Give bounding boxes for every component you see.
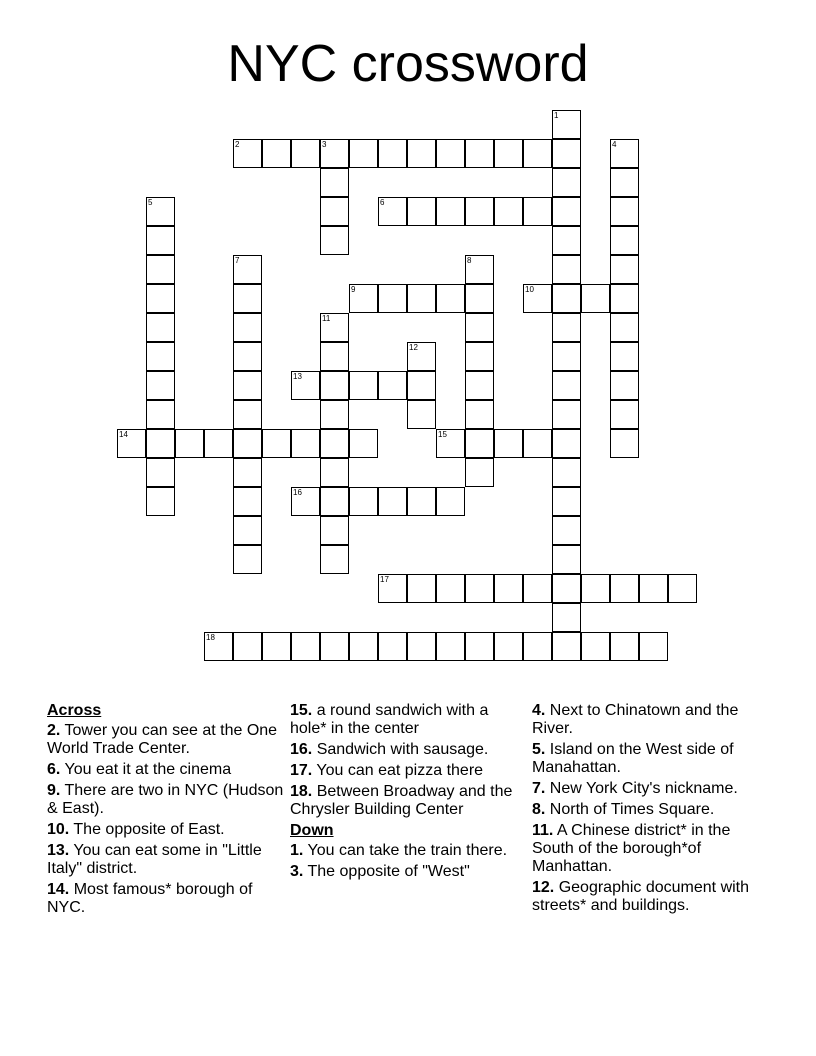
clue-number: 12. (532, 879, 555, 896)
grid-cell[interactable] (233, 632, 262, 661)
down-clue-list (290, 842, 525, 881)
cell-number: 8 (467, 256, 472, 265)
clue-text: Tower you can see at the One World Trade Center. (47, 722, 278, 757)
grid-cell[interactable] (639, 574, 668, 603)
clue-item (47, 722, 287, 758)
grid-cell[interactable] (291, 371, 320, 400)
grid-cell[interactable] (407, 342, 436, 371)
grid-cell[interactable] (436, 429, 465, 458)
clue-item (47, 842, 287, 878)
grid-cell[interactable] (146, 487, 175, 516)
clue-number: 15. (290, 702, 313, 719)
clue-number: 13. (47, 842, 70, 859)
clue-number: 14. (47, 881, 70, 898)
across-heading: Across (47, 702, 102, 719)
grid-cell[interactable] (610, 371, 639, 400)
grid-cell[interactable] (146, 458, 175, 487)
grid-cell[interactable] (407, 574, 436, 603)
clue-number: 3. (290, 863, 304, 880)
grid-cell[interactable] (233, 487, 262, 516)
grid-cell[interactable] (523, 632, 552, 661)
clue-item (532, 822, 772, 876)
clue-text: New York City's nickname. (545, 780, 738, 797)
grid-cell[interactable] (233, 139, 262, 168)
grid-cell[interactable] (523, 574, 552, 603)
grid-cell[interactable] (465, 284, 494, 313)
grid-cell[interactable] (610, 400, 639, 429)
clue-number: 17. (290, 762, 313, 779)
grid-cell[interactable] (204, 632, 233, 661)
cell-number: 7 (235, 256, 240, 265)
grid-cell[interactable] (610, 168, 639, 197)
cell-number: 1 (554, 111, 559, 120)
grid-cell[interactable] (349, 371, 378, 400)
grid-cell[interactable] (610, 632, 639, 661)
clue-item (47, 782, 287, 818)
grid-cell[interactable] (320, 400, 349, 429)
grid-cell[interactable] (291, 139, 320, 168)
clue-number: 1. (290, 842, 304, 859)
clue-number: 5. (532, 741, 546, 758)
grid-cell[interactable] (146, 342, 175, 371)
grid-cell[interactable] (552, 516, 581, 545)
grid-cell[interactable] (552, 342, 581, 371)
grid-cell[interactable] (552, 371, 581, 400)
grid-cell[interactable] (581, 284, 610, 313)
grid-cell[interactable] (378, 139, 407, 168)
grid-cell[interactable] (610, 313, 639, 342)
cell-number: 17 (380, 575, 389, 584)
grid-cell[interactable] (378, 574, 407, 603)
grid-cell[interactable] (436, 632, 465, 661)
grid-cell[interactable] (407, 632, 436, 661)
grid-cell[interactable] (552, 632, 581, 661)
grid-cell[interactable] (233, 400, 262, 429)
down-clue-list-continued (532, 702, 772, 915)
grid-cell[interactable] (465, 400, 494, 429)
clue-text: Most famous* borough of NYC. (47, 881, 253, 916)
clue-text: A Chinese district* in the South of the borough*of Manhattan. (532, 822, 731, 875)
grid-cell[interactable] (378, 371, 407, 400)
clues-column-2 (290, 702, 525, 884)
grid-cell[interactable] (233, 284, 262, 313)
grid-cell[interactable] (494, 139, 523, 168)
grid-cell[interactable] (523, 284, 552, 313)
grid-cell[interactable] (146, 284, 175, 313)
cell-number: 15 (438, 430, 447, 439)
grid-cell[interactable] (610, 255, 639, 284)
grid-cell[interactable] (204, 429, 233, 458)
grid-cell[interactable] (523, 197, 552, 226)
grid-cell[interactable] (320, 139, 349, 168)
grid-cell[interactable] (552, 603, 581, 632)
clue-text: Island on the West side of Manahattan. (532, 741, 734, 776)
clues-column-3 (532, 702, 772, 918)
grid-cell[interactable] (349, 487, 378, 516)
grid-cell[interactable] (552, 197, 581, 226)
clue-number: 2. (47, 722, 61, 739)
down-heading: Down (290, 822, 334, 839)
clue-item (290, 741, 525, 759)
grid-cell[interactable] (320, 545, 349, 574)
cell-number: 11 (322, 314, 331, 323)
clue-number: 7. (532, 780, 546, 797)
grid-cell[interactable] (552, 255, 581, 284)
clue-text: You can eat some in "Little Italy" district. (47, 842, 262, 877)
grid-cell[interactable] (262, 139, 291, 168)
clue-item (290, 842, 525, 860)
across-clue-list (47, 722, 287, 917)
clue-text: You can take the train there. (303, 842, 508, 859)
grid-cell[interactable] (494, 197, 523, 226)
clue-number: 9. (47, 782, 61, 799)
cell-number: 12 (409, 343, 418, 352)
grid-cell[interactable] (320, 342, 349, 371)
grid-cell[interactable] (320, 632, 349, 661)
grid-cell[interactable] (320, 313, 349, 342)
grid-cell[interactable] (465, 429, 494, 458)
grid-cell[interactable] (378, 487, 407, 516)
cell-number: 2 (235, 140, 240, 149)
clue-item (532, 780, 772, 798)
page-title: NYC crossword (227, 35, 589, 93)
grid-cell[interactable] (320, 516, 349, 545)
grid-cell[interactable] (117, 429, 146, 458)
grid-cell[interactable] (465, 371, 494, 400)
clue-number: 4. (532, 702, 546, 719)
clue-item (532, 879, 772, 915)
clue-text: Next to Chinatown and the River. (532, 702, 739, 737)
cell-number: 14 (119, 430, 128, 439)
grid-cell[interactable] (233, 458, 262, 487)
grid-cell[interactable] (146, 429, 175, 458)
grid-cell[interactable] (465, 197, 494, 226)
grid-cell[interactable] (407, 197, 436, 226)
grid-cell[interactable] (320, 487, 349, 516)
clue-item (532, 702, 772, 738)
grid-cell[interactable] (291, 429, 320, 458)
grid-cell[interactable] (320, 226, 349, 255)
grid-cell[interactable] (581, 632, 610, 661)
grid-cell[interactable] (552, 168, 581, 197)
cell-number: 5 (148, 198, 153, 207)
grid-cell[interactable] (349, 284, 378, 313)
grid-cell[interactable] (465, 342, 494, 371)
clue-item (290, 702, 525, 738)
cell-number: 6 (380, 198, 385, 207)
grid-cell[interactable] (494, 574, 523, 603)
clue-text: You eat it at the cinema (60, 761, 232, 778)
grid-cell[interactable] (291, 632, 320, 661)
grid-cell[interactable] (552, 110, 581, 139)
grid-cell[interactable] (552, 400, 581, 429)
clue-item (47, 821, 287, 839)
grid-cell[interactable] (436, 487, 465, 516)
grid-cell[interactable] (436, 284, 465, 313)
grid-cell[interactable] (407, 400, 436, 429)
grid-cell[interactable] (465, 313, 494, 342)
grid-cell[interactable] (349, 632, 378, 661)
grid-cell[interactable] (407, 487, 436, 516)
grid-cell[interactable] (262, 429, 291, 458)
clue-number: 10. (47, 821, 70, 838)
grid-cell[interactable] (552, 429, 581, 458)
grid-cell[interactable] (233, 371, 262, 400)
cell-number: 3 (322, 140, 327, 149)
clue-text: North of Times Square. (545, 801, 715, 818)
grid-cell[interactable] (552, 313, 581, 342)
cell-number: 16 (293, 488, 302, 497)
grid-cell[interactable] (233, 429, 262, 458)
grid-cell[interactable] (146, 371, 175, 400)
grid-cell[interactable] (552, 458, 581, 487)
grid-cell[interactable] (291, 487, 320, 516)
cell-number: 10 (525, 285, 534, 294)
clue-number: 18. (290, 783, 313, 800)
grid-cell[interactable] (146, 313, 175, 342)
clue-text: You can eat pizza there (312, 762, 484, 779)
clue-item (532, 741, 772, 777)
grid-cell[interactable] (465, 574, 494, 603)
grid-cell[interactable] (552, 545, 581, 574)
grid-cell[interactable] (610, 342, 639, 371)
clue-item (290, 863, 525, 881)
clue-item (290, 783, 525, 819)
clue-text: Sandwich with sausage. (312, 741, 489, 758)
grid-cell[interactable] (465, 255, 494, 284)
grid-cell[interactable] (668, 574, 697, 603)
grid-cell[interactable] (146, 400, 175, 429)
across-clue-list-continued (290, 702, 525, 819)
grid-cell[interactable] (233, 255, 262, 284)
grid-cell[interactable] (233, 342, 262, 371)
clue-text: There are two in NYC (Hudson & East). (47, 782, 284, 817)
grid-cell[interactable] (552, 139, 581, 168)
grid-cell[interactable] (552, 574, 581, 603)
grid-cell[interactable] (349, 429, 378, 458)
grid-cell[interactable] (465, 139, 494, 168)
clue-text: Geographic document with streets* and buildings. (532, 879, 750, 914)
grid-cell[interactable] (146, 197, 175, 226)
clue-number: 11. (532, 822, 554, 839)
grid-cell[interactable] (320, 371, 349, 400)
grid-cell[interactable] (465, 632, 494, 661)
clue-text: The opposite of East. (69, 821, 225, 838)
clue-text: a round sandwich with a hole* in the center (290, 702, 489, 737)
grid-cell[interactable] (523, 139, 552, 168)
grid-cell[interactable] (175, 429, 204, 458)
grid-cell[interactable] (320, 429, 349, 458)
grid-cell[interactable] (610, 429, 639, 458)
clue-item (47, 881, 287, 917)
grid-cell[interactable] (552, 284, 581, 313)
cell-number: 18 (206, 633, 215, 642)
grid-cell[interactable] (407, 284, 436, 313)
grid-cell[interactable] (233, 516, 262, 545)
cell-number: 13 (293, 372, 302, 381)
grid-cell[interactable] (436, 197, 465, 226)
grid-cell[interactable] (378, 197, 407, 226)
clue-number: 8. (532, 801, 546, 818)
clue-item (290, 762, 525, 780)
grid-cell[interactable] (349, 139, 378, 168)
grid-cell[interactable] (262, 632, 291, 661)
cell-number: 4 (612, 140, 617, 149)
clue-item (47, 761, 287, 779)
grid-cell[interactable] (610, 197, 639, 226)
grid-cell[interactable] (146, 226, 175, 255)
grid-cell[interactable] (233, 313, 262, 342)
clue-text: Between Broadway and the Chrysler Building Center (290, 783, 513, 818)
grid-cell[interactable] (552, 226, 581, 255)
grid-cell[interactable] (436, 139, 465, 168)
grid-cell[interactable] (146, 255, 175, 284)
grid-cell[interactable] (610, 226, 639, 255)
grid-cell[interactable] (320, 458, 349, 487)
grid-cell[interactable] (320, 197, 349, 226)
grid-cell[interactable] (523, 429, 552, 458)
grid-cell[interactable] (436, 574, 465, 603)
grid-cell[interactable] (610, 284, 639, 313)
grid-cell[interactable] (378, 632, 407, 661)
grid-cell[interactable] (407, 371, 436, 400)
grid-cell[interactable] (233, 545, 262, 574)
clue-item (532, 801, 772, 819)
clues-column-1 (47, 702, 287, 920)
grid-cell[interactable] (320, 168, 349, 197)
clue-text: The opposite of "West" (303, 863, 470, 880)
grid-cell[interactable] (407, 139, 436, 168)
grid-cell[interactable] (378, 284, 407, 313)
grid-cell[interactable] (610, 574, 639, 603)
cell-number: 9 (351, 285, 356, 294)
grid-cell[interactable] (639, 632, 668, 661)
grid-cell[interactable] (581, 574, 610, 603)
clue-number: 6. (47, 761, 61, 778)
grid-cell[interactable] (494, 632, 523, 661)
grid-cell[interactable] (610, 139, 639, 168)
grid-cell[interactable] (465, 458, 494, 487)
clue-number: 16. (290, 741, 313, 758)
grid-cell[interactable] (494, 429, 523, 458)
grid-cell[interactable] (552, 487, 581, 516)
